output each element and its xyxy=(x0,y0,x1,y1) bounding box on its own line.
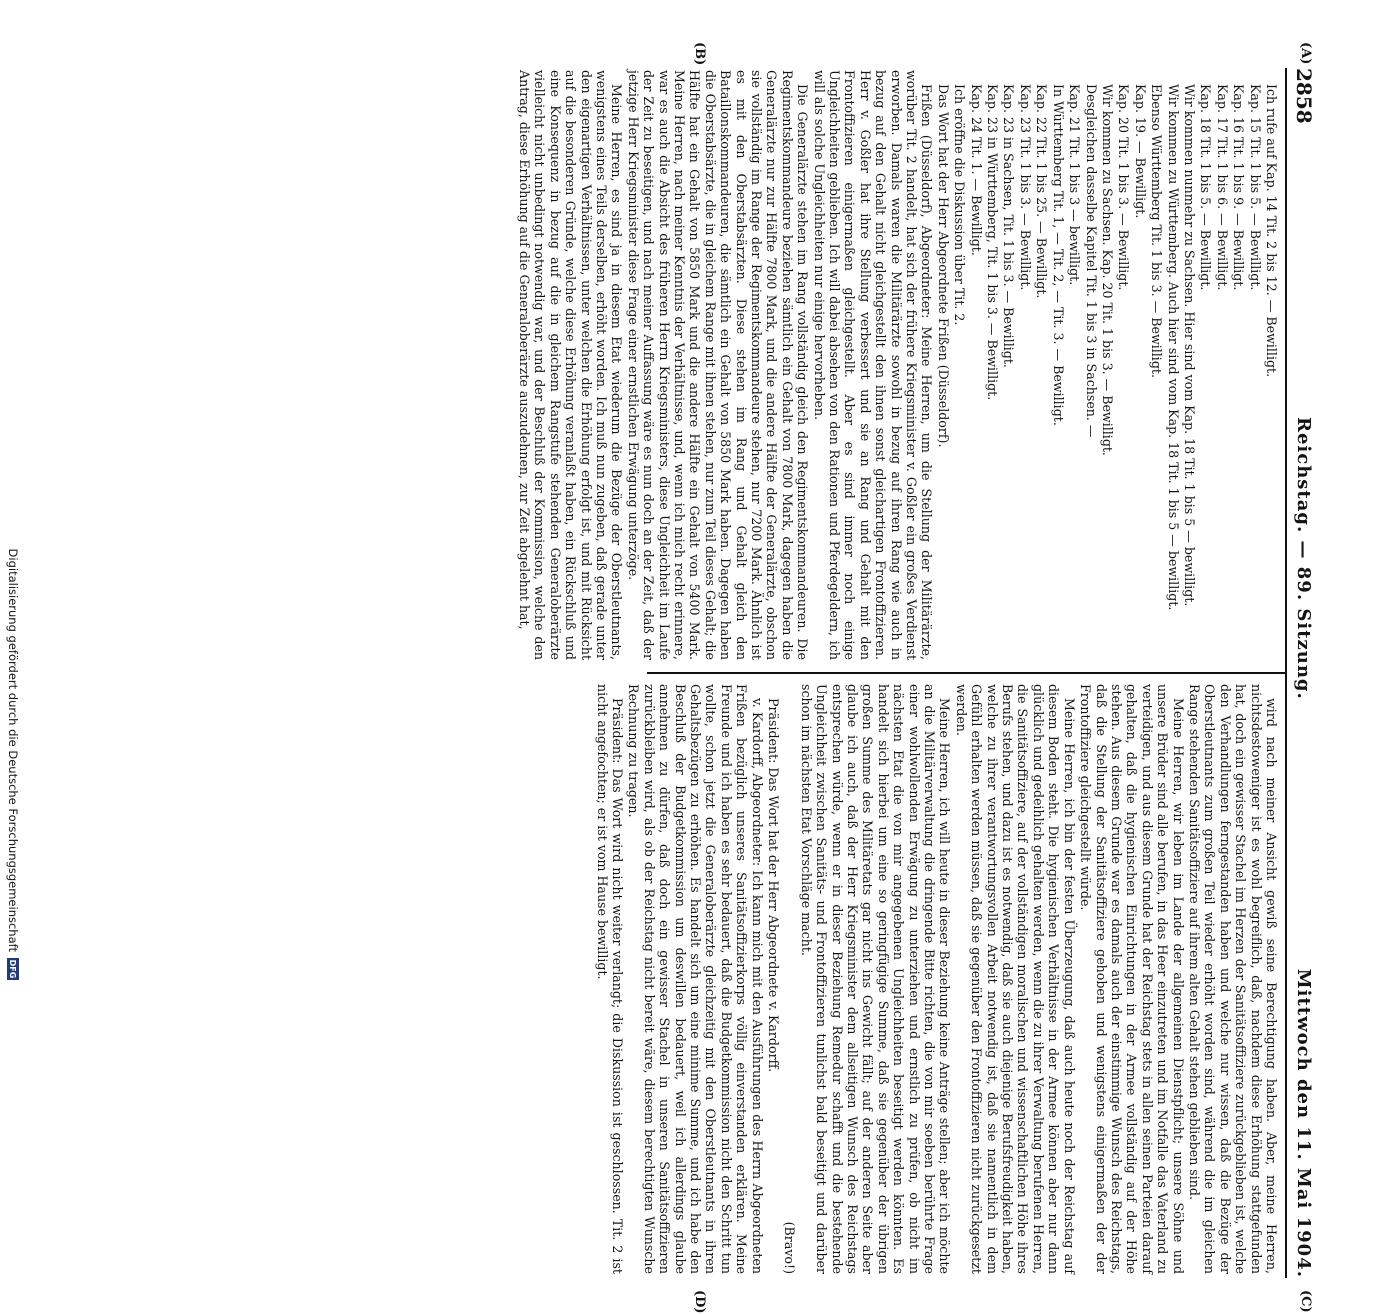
session-title: Reichstag. — 89. Sitzung. xyxy=(1293,416,1315,700)
paragraph: Kap. 22 Tit. 1 bis 25. — Bewilligt. xyxy=(1034,84,1050,299)
paragraph: In Württemberg Tit. 1, — Tit. 2, — Tit. 3. — Bewilligt. xyxy=(1050,84,1066,426)
paragraph: Kap. 23 in Württemberg, Tit. 1 bis 3. — Bewilligt. xyxy=(985,84,1001,401)
paragraph: Desgleichen dasselbe Kapitel Tit. 1 bis 3 in Sachsen. — xyxy=(1083,84,1099,438)
page-number: 2858 xyxy=(1292,68,1316,124)
speech-paragraph: Die Generalärzte stehen im Rang vollständig gleich den Regimentskommandeuren. Die Regimentskommandeure beziehen sämtlich ein Gehalt von 7800 Mark, dagegen haben die Generalärzte nur zur Hälfte 7800 Mark, und die andere Hälfte der Generalärzte, obschon sie vollständig im Range der Regimentskommandeure stehen, nur 7200 Mark. Ähnlich ist es mit den Oberstabsärzten. Diese stehen im Rang und Gehalt gleich den Bataillonskommandeuren, die sämtlich ein Gehalt von 5850 Mark haben. Dagegen haben die Oberstabsärzte, die in gleichem Range mit ihnen stehen, nur zum Teil dieses Gehalt; die Hälfte hat ein Gehalt von 5850 Mark und die andere Hälfte ein Gehalt von 5400 Mark. Meine Herren, nach meiner Kenntnis der Verhältnisse, und, wenn ich mich recht erinnere, war es auch die Absicht des früheren Herrn Kriegsministers, diese Ungleichheit im Laufe der Zeit zu beseitigen, und nach meiner Auffassung wäre es nun doch an der Zeit, daß der jetzige Herr Kriegsminister diese Frage einer ernstlichen Erwägung unterzöge. xyxy=(625,70,811,660)
speech-paragraph: Meine Herren, wir leben im Lande der allgemeinen Dienstpflicht; unsere Söhne und unsere Brüder sind alle berufen, in das Heer einzutreten und im Notfalle das Vaterland zu verteidigen, und aus diesem Grunde hat der Reichstag stets in allen seinen Parteien darauf gehalten, daß die hygienischen Einrichtungen in der Armee vollständig auf der Höhe stehen. Aus diesem Grunde war es damals auch der einstimmige Wunsch des Reichstags, daß die Stellung der Sanitätsoffiziere gehoben und wenigstens einigermaßen der der Frontoffiziere gleichgestellt würde. xyxy=(1078,684,1186,1274)
left-column xyxy=(516,70,1280,660)
paragraph: Kap. 21 Tit. 1 bis 3 — bewilligt. xyxy=(1067,84,1083,286)
paragraph: Ich rufe auf Kap. 14 Tit. 2 bis 12. — Bewilligt. xyxy=(1264,84,1279,378)
paragraph: Kap. 20 Tit. 1 bis 3. — Bewilligt. xyxy=(1116,84,1132,291)
paragraph: Kap. 23 Tit. 1 bis 3. — Bewilligt. xyxy=(1017,84,1033,291)
paragraph: Kap. 19. — Bewilligt. xyxy=(1132,84,1148,219)
speech-paragraph: Frißen (Düsseldorf), Abgeordneter: Meine Herren, um die Stellung der Militärärzte, worüber Tit. 2 handelt, hat sich der frühere Kriegsminister v. Goßler ein großes Verdienst erworben. Damals waren die Militärärzte sowohl in bezug auf ihren Rang wie auch in bezug auf den Gehalt nicht gleichgestellt den ihnen sonst gleichartigen Frontoffizieren. Herr v. Goßler hat ihre Stellung verbessert und sie an Rang und Gehalt mit den Frontoffizieren einigermaßen gleichgestellt. Aber es sind immer noch einige Ungleichheiten geblieben. Ich will dabei absehen von den Rationen und Pferdegeldern, ich will als solche Ungleichheiten nur einige hervorheben. xyxy=(811,70,935,660)
digitization-credit xyxy=(5,0,21,980)
paragraph: Kap. 15 Tit. 1 bis 5. — Bewilligt. xyxy=(1247,84,1263,291)
paragraph: Kap. 24 Tit. 1. — Bewilligt. xyxy=(968,84,984,256)
president-statement: Präsident: Das Wort hat der Herr Abgeordnete v. Kardorff. xyxy=(766,698,781,1073)
speech-paragraph: Meine Herren, ich bin der festen Überzeugung, daß auch heute noch der Reichstag auf diesem Boden steht. Die hygienischen Verhältnisse in der Armee können aber nur dann glücklich und gedeihlich gehalten werden, wenn die zu ihrer Verwaltung berufenen Herren, die Sanitätsoffiziere, auf der vollständigen moralischen und wissenschaftlichen Höhe ihres Berufs stehen, und dazu ist es notwendig, daß sie auch diejenige Berufsfreudigkeit haben, welche zu ihrer verantwortungsvollen Arbeit notwendig ist, daß sie namentlich in dem Gefühl erhalten werden müssen, daß sie gegenüber den Frontoffizieren nicht zurückgesetzt werden. xyxy=(953,684,1077,1274)
speech-paragraph: Meine Herren, es sind ja in diesem Etat wiederum die Bezüge der Oberstleutnants, wenigstens eines Teils derselben, erhöht worden. Ich muß nun zugeben, daß gerade unter den eigenartigen Verhältnissen, unter welchen die Erhöhung erfolgt ist, und mit Rücksicht auf die besonderen Gründe, welche diese Erhöhung veranlaßt haben, ein Rückschluß und eine Konsequenz in bezug auf die in gleichem Rangstufe stehenden Generaloberärzte vielleicht nicht unbedingt notwendig war, und der Beschluß der Kommission, welche den Antrag, diese Erhöhung auf die Generaloberärzte auszudehnen, zur Zeit abgelehnt hat, xyxy=(516,70,625,660)
paragraph: Wir kommen zu Württemberg. Auch hier sind vom Kap. 18 Tit. 1 bis 5 — bewilligt. xyxy=(1165,84,1181,611)
president-statement: Präsident: Das Wort wird nicht weiter verlangt; die Diskussion ist geschlossen. Tit. 2 ist nicht angefochten; er ist vom Hause bewilligt. xyxy=(594,684,625,1274)
paragraph: Kap. 16 Tit. 1 bis 9. — Bewilligt. xyxy=(1231,84,1247,291)
column-divider xyxy=(647,672,1287,674)
paragraph: Kap. 17 Tit. 1 bis 6. — Bewilligt. xyxy=(1214,84,1230,291)
paragraph: Ich eröffne die Diskussion über Tit. 2. xyxy=(952,84,968,326)
margin-marker-b: (B) xyxy=(692,42,707,66)
dfg-logo: DFG xyxy=(8,959,18,979)
credit-text: Digitalisierung gefördert durch die Deutsche Forschungsgemeinschaft xyxy=(6,548,20,952)
speech-paragraph: Meine Herren, ich will heute in dieser Beziehung keine Anträge stellen; aber ich möchte an die Militärverwaltung die dringende Bitte richten, die von mir soeben berührte Frage einer wohlwollenden Erwägung zu unterziehen und ernstlich zu prüfen, ob nicht im nächsten Etat die von mir angegebenen Ungleichheiten beseitigt werden könnten. Es handelt sich hierbei um eine so geringfügige Summe, daß sie gegenüber der übrigen großen Summe des Militäretats gar nicht ins Gewicht fällt; auf der anderen Seite aber glaube ich auch, daß der Herr Kriegsminister dem allseitigen Wunsch des Reichstags entsprechen würde, wenn er in dieser Beziehung Remedur schafft und die bestehende Ungleichheit zwischen Sanitäts- und Frontoffizieren tunlichst bald beseitigt und darüber schon im nächsten Etat Vorschläge macht. xyxy=(798,684,953,1274)
applause-note: (Bravo!) xyxy=(782,1221,798,1274)
paragraph: Das Wort hat der Herr Abgeordnete Frißen (Düsseldorf). xyxy=(935,84,951,448)
right-column xyxy=(593,684,1279,1274)
margin-marker-a: (A) xyxy=(1298,42,1313,65)
page-header xyxy=(1291,68,1317,1278)
margin-marker-c: (C) xyxy=(1298,1290,1313,1313)
paragraph: Kap. 23 in Sachsen, Tit. 1 bis 3. — Bewilligt. xyxy=(1001,84,1017,368)
margin-marker-d: (D) xyxy=(692,1290,707,1314)
speech-paragraph: v. Kardorff, Abgeordneter: Ich kann mich mit den Ausführungen des Herrn Abgeordneten Frißen bezüglich unseres Sanitätsoffizierkorps völlig einverstanden erklären. Meine Freunde und ich haben es sehr bedauert, daß die Budgetkommission nicht den Schritt tun wollte, schon jetzt die Generaloberärzte gleichzeitig mit den Oberstleutnants in ihren Gehaltsbezügen zu erhöhen. Es handelt sich um eine minime Summe, und ich habe den Beschluß der Budgetkommission um deswillen bedauert, weil ich allerdings glaube annehmen zu dürfen, daß doch ein gewisser Stachel in unseren Sanitätsoffizieren zurückbleiben wird, als ob der Reichstag nicht bereit wäre, diesem berechtigten Wunsche Rechnung zu tragen. xyxy=(626,684,765,1274)
paragraph: Kap. 18 Tit. 1 bis 5. — Bewilligt. xyxy=(1198,84,1214,291)
paragraph: Wir kommen nunmehr zu Sachsen. Hier sind vom Kap. 18 Tit. 1 bis 5 — bewilligt. xyxy=(1181,84,1197,607)
session-date: Mittwoch den 11. Mai 1904. xyxy=(1293,968,1315,1278)
paragraph: Ebenso Württemberg Tit. 1 bis 3. — Bewilligt. xyxy=(1149,84,1165,378)
paragraph: Wir kommen zu Sachsen. Kap. 20 Tit. 1 bis 3. — Bewilligt. xyxy=(1099,84,1115,456)
speech-paragraph: wird nach meiner Ansicht gewiß seine Berechtigung haben. Aber, meine Herren, nichtsdestoweniger ist es wohl begreiflich, daß, nachdem diese Erhöhung stattgefunden hat, doch ein gewisser Stachel im Herzen der Sanitätsoffiziere zurückgeblieben ist, welche den Verhandlungen ferngestanden haben und welche nur wissen, daß die Bezüge der Oberstleutnants zum großen Teil wieder erhöht worden sind, während die im gleichen Range stehenden Sanitätsoffiziere auf ihrem alten Gehalt stehen geblieben sind. xyxy=(1186,684,1279,1274)
